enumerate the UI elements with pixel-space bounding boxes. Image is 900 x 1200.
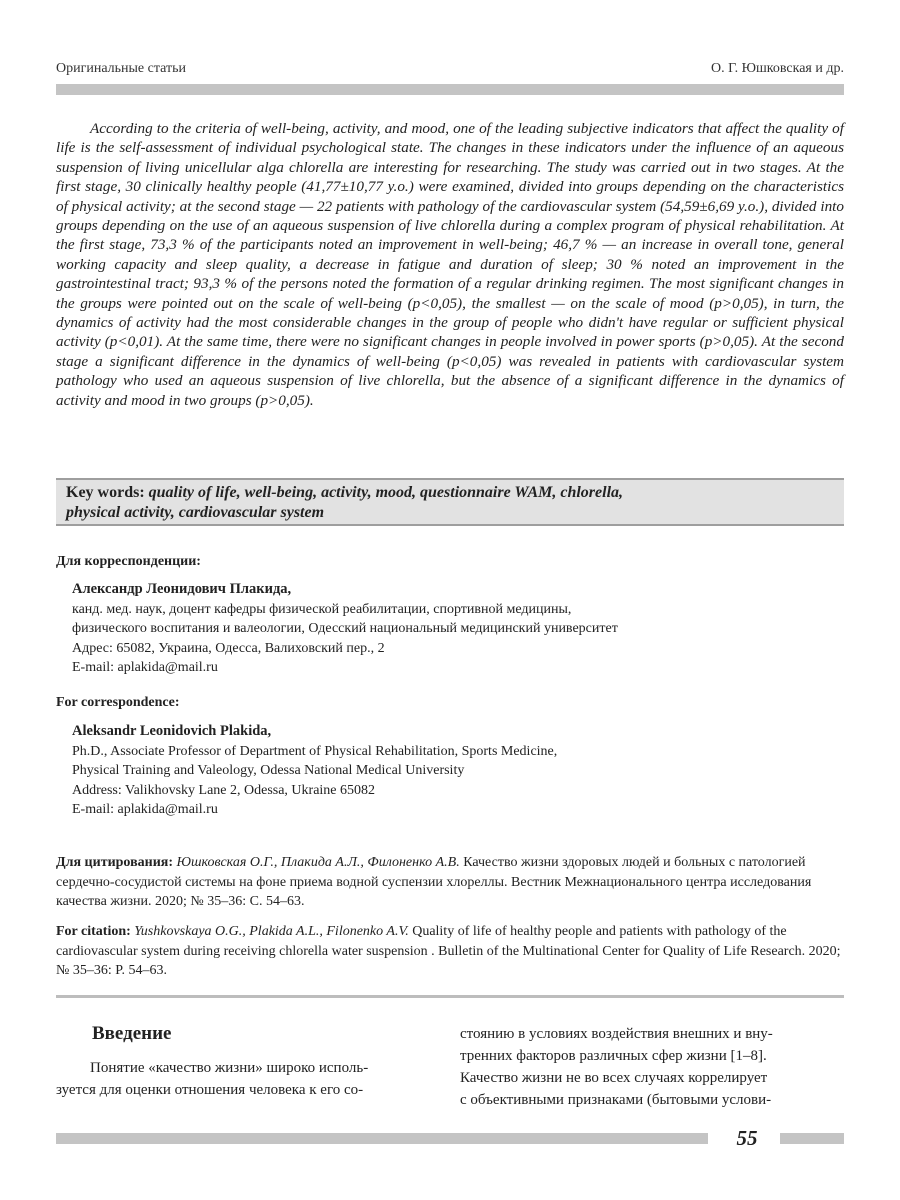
correspondence-en-name: Aleksandr Leonidovich Plakida, (72, 723, 272, 739)
citation-en-label: For citation: (56, 924, 131, 939)
keywords-line-1: quality of life, well-being, activity, mood, questionnaire WAM, chlorella, (148, 484, 624, 501)
citation-en-text: Quality of life of healthy people and patients with pathology of the cardiovascular system during receiving chlorella water suspension . Bulletin of the Multinational Center for Quality of Life Research. 2020; № 35–36: P. 54–63. (56, 924, 841, 979)
intro-col1-line: зуется для оценки отношения человека к его со- (56, 1082, 364, 1098)
citation-ru (56, 853, 844, 912)
running-header-authors: О. Г. Юшковская и др. (711, 61, 844, 76)
page-number: 55 (736, 1126, 758, 1150)
correspondence-ru-line: физического воспитания и валеологии, Одесский национальный медицинский университет (72, 621, 618, 637)
header-rule (56, 84, 844, 95)
correspondence-ru-label: Для корреспонденции: (56, 554, 201, 569)
intro-column-right (460, 1023, 844, 1111)
citation-ru-text: Качество жизни здоровых людей и больных с патологией сердечно-сосудистой системы на фоне приема водной суспензии хлореллы. Вестник Межнационального центра исследования качества жизни. 2020; № 35–36: С. 54–63. (56, 855, 812, 910)
section-separator (56, 995, 844, 998)
citation-en (56, 922, 844, 981)
citation-ru-authors: Юшковская О.Г., Плакида А.Л., Филоненко А.В. (176, 855, 460, 870)
section-heading-introduction: Введение (92, 1023, 172, 1044)
intro-col2-line: Качество жизни не во всех случаях коррелирует (460, 1070, 768, 1086)
keywords-box (56, 478, 844, 526)
intro-col2-line: стоянию в условиях воздействия внешних и вну- (460, 1026, 773, 1042)
running-header-section: Оригинальные статьи (56, 61, 186, 76)
correspondence-en-line: Ph.D., Associate Professor of Department of Physical Rehabilitation, Sports Medicine, (72, 743, 558, 759)
correspondence-ru-line: канд. мед. наук, доцент кафедры физической реабилитации, спортивной медицины, (72, 601, 572, 617)
intro-col2-line: тренних факторов различных сфер жизни [1–8]. (460, 1048, 767, 1064)
correspondence-en-label: For correspondence: (56, 695, 180, 710)
abstract-text: According to the criteria of well-being, activity, and mood, one of the leading subjective indicators that affect the quality of life is the self-assessment of individual psychological state. The changes in these indicators under the influence of an aqueous suspension of living unicellular alga chlorella are interesting for researching. The study was carried out in two stages. At the first stage, 30 clinically healthy people (41,77±10,77 y.o.) were examined, divided into groups depending on the characteristics of physical activity; at the second stage — 22 patients with pathology of the cardiovascular system (54,59±6,69 y.o.), divided into groups depending on the use of an aqueous suspension of live chlorella during a complex program of physical rehabilitation. At the first stage, 73,3 % of the participants noted an improvement in well-being; 46,7 % — an increase in overall tone, general working capacity and sleep quality, a decrease in fatigue and duration of sleep; 30 % noted an improvement in the gastrointestinal tract; 93,3 % of the persons noted the formation of a regular drinking regimen. The most significant changes in the groups were pointed out on the scale of well-being (p<0,05), the smallest — on the scale of mood (p>0,05), in turn, the dynamics of activity had the most considerable changes in the group of people who didn't have regular or sufficient physical activity (p<0,01). At the same time, there were no significant changes in people involved in power sports (p>0,05). At the second stage a significant difference in the dynamics of well-being (p<0,05) was revealed in patients with cardiovascular system pathology who used an aqueous suspension of live chlorella, but the absence of a significant difference in the dynamics of activity and mood in two groups (p>0,05). (56, 120, 844, 409)
correspondence-ru-line: Адрес: 65082, Украина, Одесса, Валиховский пер., 2 (72, 640, 385, 656)
correspondence-en-email: E-mail: aplakida@mail.ru (72, 802, 218, 818)
citation-ru-label: Для цитирования: (56, 855, 174, 870)
correspondence-en-line: Physical Training and Valeology, Odessa National Medical University (72, 763, 465, 779)
correspondence-ru-block (72, 580, 618, 678)
intro-column-left (56, 1057, 440, 1101)
keywords-label: Key words: (66, 484, 149, 501)
keywords-line-2: physical activity, cardiovascular system (66, 504, 325, 521)
correspondence-ru-email: E-mail: aplakida@mail.ru (72, 660, 218, 676)
citation-en-authors: Yushkovskaya O.G., Plakida A.L., Filonenko A.V. (134, 924, 409, 939)
correspondence-ru-name: Александр Леонидович Плакида, (72, 581, 292, 597)
correspondence-en-line: Address: Valikhovsky Lane 2, Odessa, Ukraine 65082 (72, 782, 376, 798)
footer-rule-left (56, 1133, 708, 1144)
footer-rule-right (780, 1133, 844, 1144)
correspondence-en-block (72, 722, 557, 820)
intro-col2-line: с объективными признаками (бытовыми услови- (460, 1092, 772, 1108)
intro-col1-line: Понятие «качество жизни» широко исполь- (90, 1060, 369, 1076)
